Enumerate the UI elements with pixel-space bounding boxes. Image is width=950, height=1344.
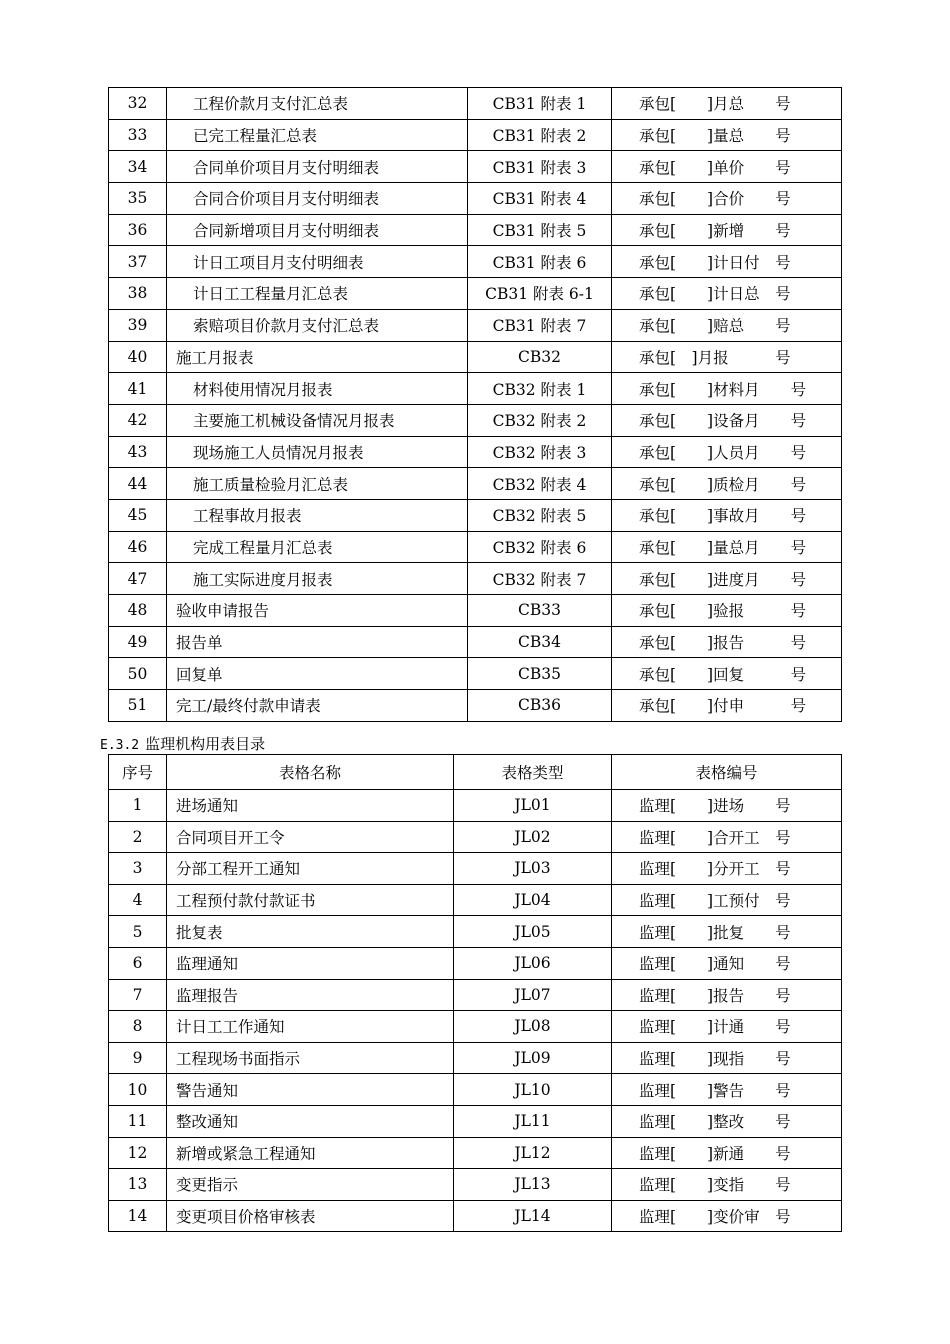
form-type: CB31 附表 5 — [468, 214, 612, 246]
form-type: JL01 — [454, 790, 612, 822]
form-type: CB32 附表 6 — [468, 531, 612, 563]
form-name: 主要施工机械设备情况月报表 — [167, 404, 468, 436]
table-row — [109, 1042, 842, 1074]
table-row — [109, 151, 842, 183]
row-number: 49 — [109, 626, 167, 658]
form-code: 承包[ ]验报 号 — [612, 595, 842, 627]
form-code: 承包[ ]质检月 号 — [612, 468, 842, 500]
section-title: 监理机构用表目录 — [145, 735, 266, 753]
row-number: 51 — [109, 690, 167, 722]
table-row — [109, 947, 842, 979]
row-number: 6 — [109, 947, 167, 979]
header-code: 表格编号 — [612, 755, 842, 790]
table-row — [109, 916, 842, 948]
form-type: CB32 附表 4 — [468, 468, 612, 500]
table-row — [109, 214, 842, 246]
row-number: 11 — [109, 1105, 167, 1137]
form-code: 承包[ ]新增 号 — [612, 214, 842, 246]
form-type: JL09 — [454, 1042, 612, 1074]
table-row — [109, 595, 842, 627]
supervision-forms-table-body — [109, 755, 842, 1232]
form-name: 完成工程量月汇总表 — [167, 531, 468, 563]
table-row — [109, 373, 842, 405]
table-row — [109, 309, 842, 341]
supervision-forms-table — [108, 754, 842, 1232]
contractor-forms-table-body — [109, 88, 842, 722]
form-code: 承包[ ]回复 号 — [612, 658, 842, 690]
form-code: 承包[ ]计日付 号 — [612, 246, 842, 278]
table-row — [109, 468, 842, 500]
form-type: CB33 — [468, 595, 612, 627]
table-row — [109, 404, 842, 436]
form-name: 索赔项目价款月支付汇总表 — [167, 309, 468, 341]
form-name: 施工月报表 — [167, 341, 468, 373]
table-row — [109, 278, 842, 310]
form-name: 报告单 — [167, 626, 468, 658]
form-name: 新增或紧急工程通知 — [167, 1137, 454, 1169]
form-type: CB32 — [468, 341, 612, 373]
form-type: CB32 附表 3 — [468, 436, 612, 468]
row-number: 45 — [109, 499, 167, 531]
row-number: 42 — [109, 404, 167, 436]
form-type: JL06 — [454, 947, 612, 979]
section-caption — [100, 735, 265, 755]
row-number: 36 — [109, 214, 167, 246]
form-name: 已完工程量汇总表 — [167, 119, 468, 151]
form-code: 承包[ ]合价 号 — [612, 183, 842, 215]
form-code: 监理[ ]工预付 号 — [612, 884, 842, 916]
form-type: CB32 附表 2 — [468, 404, 612, 436]
form-code: 监理[ ]批复 号 — [612, 916, 842, 948]
form-name: 变更项目价格审核表 — [167, 1200, 454, 1232]
form-type: JL02 — [454, 821, 612, 853]
form-code: 承包[ ]单价 号 — [612, 151, 842, 183]
row-number: 3 — [109, 853, 167, 885]
form-name: 进场通知 — [167, 790, 454, 822]
row-number: 47 — [109, 563, 167, 595]
form-code: 监理[ ]计通 号 — [612, 1011, 842, 1043]
form-code: 承包[ ]月报 号 — [612, 341, 842, 373]
table-row — [109, 690, 842, 722]
form-code: 承包[ ]材料月 号 — [612, 373, 842, 405]
form-name: 计日工工程量月汇总表 — [167, 278, 468, 310]
form-code: 监理[ ]整改 号 — [612, 1105, 842, 1137]
form-type: CB31 附表 6 — [468, 246, 612, 278]
form-name: 现场施工人员情况月报表 — [167, 436, 468, 468]
table-row — [109, 436, 842, 468]
form-name: 施工质量检验月汇总表 — [167, 468, 468, 500]
header-no: 序号 — [109, 755, 167, 790]
form-name: 合同合价项目月支付明细表 — [167, 183, 468, 215]
row-number: 43 — [109, 436, 167, 468]
row-number: 1 — [109, 790, 167, 822]
form-name: 监理通知 — [167, 947, 454, 979]
form-type: CB31 附表 6-1 — [468, 278, 612, 310]
form-name: 工程预付款付款证书 — [167, 884, 454, 916]
row-number: 37 — [109, 246, 167, 278]
form-code: 监理[ ]变价审 号 — [612, 1200, 842, 1232]
table-row — [109, 1137, 842, 1169]
table-row — [109, 341, 842, 373]
form-name: 回复单 — [167, 658, 468, 690]
form-type: JL13 — [454, 1169, 612, 1201]
table-row — [109, 119, 842, 151]
form-name: 计日工工作通知 — [167, 1011, 454, 1043]
row-number: 12 — [109, 1137, 167, 1169]
table-row — [109, 658, 842, 690]
row-number: 44 — [109, 468, 167, 500]
form-name: 工程现场书面指示 — [167, 1042, 454, 1074]
row-number: 10 — [109, 1074, 167, 1106]
form-type: CB32 附表 1 — [468, 373, 612, 405]
row-number: 39 — [109, 309, 167, 341]
table-row — [109, 790, 842, 822]
form-code: 承包[ ]计日总 号 — [612, 278, 842, 310]
form-name: 工程事故月报表 — [167, 499, 468, 531]
table-row — [109, 626, 842, 658]
form-name: 警告通知 — [167, 1074, 454, 1106]
table-row — [109, 821, 842, 853]
form-type: CB36 — [468, 690, 612, 722]
section-number: E.3.2 — [100, 738, 140, 753]
header-type: 表格类型 — [454, 755, 612, 790]
row-number: 48 — [109, 595, 167, 627]
form-type: CB34 — [468, 626, 612, 658]
form-type: JL03 — [454, 853, 612, 885]
row-number: 40 — [109, 341, 167, 373]
row-number: 7 — [109, 979, 167, 1011]
form-code: 承包[ ]月总 号 — [612, 88, 842, 120]
form-type: CB32 附表 7 — [468, 563, 612, 595]
form-name: 分部工程开工通知 — [167, 853, 454, 885]
table-row — [109, 531, 842, 563]
form-code: 监理[ ]新通 号 — [612, 1137, 842, 1169]
row-number: 35 — [109, 183, 167, 215]
table-row — [109, 1011, 842, 1043]
form-type: CB31 附表 4 — [468, 183, 612, 215]
row-number: 32 — [109, 88, 167, 120]
row-number: 50 — [109, 658, 167, 690]
form-code: 承包[ ]进度月 号 — [612, 563, 842, 595]
form-code: 承包[ ]量总 号 — [612, 119, 842, 151]
row-number: 5 — [109, 916, 167, 948]
form-type: CB35 — [468, 658, 612, 690]
row-number: 13 — [109, 1169, 167, 1201]
form-type: JL04 — [454, 884, 612, 916]
form-type: JL11 — [454, 1105, 612, 1137]
row-number: 4 — [109, 884, 167, 916]
form-code: 监理[ ]现指 号 — [612, 1042, 842, 1074]
row-number: 9 — [109, 1042, 167, 1074]
form-code: 承包[ ]设备月 号 — [612, 404, 842, 436]
form-type: JL08 — [454, 1011, 612, 1043]
row-number: 2 — [109, 821, 167, 853]
form-name: 施工实际进度月报表 — [167, 563, 468, 595]
form-name: 变更指示 — [167, 1169, 454, 1201]
table-row — [109, 183, 842, 215]
form-name: 工程价款月支付汇总表 — [167, 88, 468, 120]
row-number: 46 — [109, 531, 167, 563]
form-name: 材料使用情况月报表 — [167, 373, 468, 405]
table-row — [109, 88, 842, 120]
form-name: 完工/最终付款申请表 — [167, 690, 468, 722]
form-type: JL10 — [454, 1074, 612, 1106]
table-row — [109, 853, 842, 885]
form-type: CB31 附表 7 — [468, 309, 612, 341]
form-code: 监理[ ]通知 号 — [612, 947, 842, 979]
form-name: 合同项目开工令 — [167, 821, 454, 853]
row-number: 14 — [109, 1200, 167, 1232]
form-code: 监理[ ]警告 号 — [612, 1074, 842, 1106]
form-code: 承包[ ]赔总 号 — [612, 309, 842, 341]
row-number: 8 — [109, 1011, 167, 1043]
form-code: 监理[ ]进场 号 — [612, 790, 842, 822]
table-row — [109, 1169, 842, 1201]
form-type: CB31 附表 1 — [468, 88, 612, 120]
form-type: JL07 — [454, 979, 612, 1011]
form-code: 监理[ ]分开工 号 — [612, 853, 842, 885]
row-number: 34 — [109, 151, 167, 183]
form-name: 验收申请报告 — [167, 595, 468, 627]
form-type: CB31 附表 3 — [468, 151, 612, 183]
form-code: 承包[ ]人员月 号 — [612, 436, 842, 468]
form-name: 计日工项目月支付明细表 — [167, 246, 468, 278]
form-type: CB32 附表 5 — [468, 499, 612, 531]
header-name: 表格名称 — [167, 755, 454, 790]
table-row — [109, 563, 842, 595]
form-name: 整改通知 — [167, 1105, 454, 1137]
form-type: JL12 — [454, 1137, 612, 1169]
form-name: 监理报告 — [167, 979, 454, 1011]
form-type: JL05 — [454, 916, 612, 948]
table-row — [109, 246, 842, 278]
row-number: 41 — [109, 373, 167, 405]
form-name: 合同单价项目月支付明细表 — [167, 151, 468, 183]
form-code: 承包[ ]报告 号 — [612, 626, 842, 658]
table-row — [109, 1105, 842, 1137]
form-code: 监理[ ]合开工 号 — [612, 821, 842, 853]
table-row — [109, 884, 842, 916]
form-type: JL14 — [454, 1200, 612, 1232]
form-name: 批复表 — [167, 916, 454, 948]
form-code: 监理[ ]变指 号 — [612, 1169, 842, 1201]
form-code: 承包[ ]量总月 号 — [612, 531, 842, 563]
table-header-row — [109, 755, 842, 790]
table-row — [109, 1074, 842, 1106]
form-code: 承包[ ]付申 号 — [612, 690, 842, 722]
form-code: 监理[ ]报告 号 — [612, 979, 842, 1011]
row-number: 38 — [109, 278, 167, 310]
table-row — [109, 979, 842, 1011]
contractor-forms-table — [108, 87, 842, 722]
form-code: 承包[ ]事故月 号 — [612, 499, 842, 531]
form-type: CB31 附表 2 — [468, 119, 612, 151]
row-number: 33 — [109, 119, 167, 151]
table-row — [109, 1200, 842, 1232]
table-row — [109, 499, 842, 531]
form-name: 合同新增项目月支付明细表 — [167, 214, 468, 246]
